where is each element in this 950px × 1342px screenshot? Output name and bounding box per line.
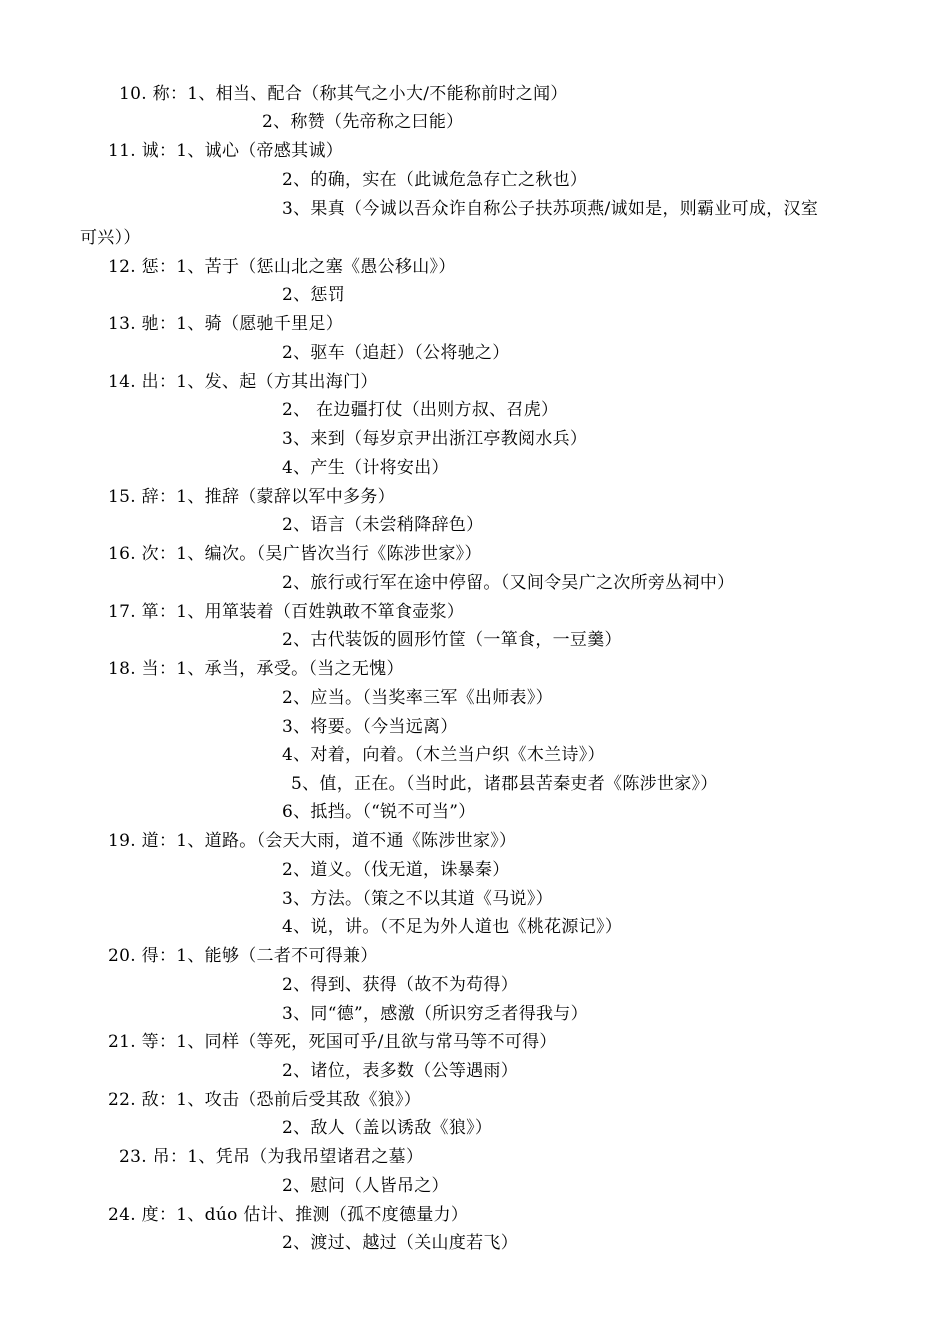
entry-17-line-2: 2、古代装饭的圆形竹筐（一箪食，一豆羹） xyxy=(282,630,622,650)
entry-19-line-2: 2、道义。（伐无道，诛暴秦） xyxy=(282,860,510,880)
entry-20-line-3: 3、同“德”，感激（所识穷乏者得我与） xyxy=(282,1004,588,1024)
entry-11-line-2: 2、的确，实在（此诚危急存亡之秋也） xyxy=(282,170,588,190)
entry-20-line-1: 20. 得：1、能够（二者不可得兼） xyxy=(108,946,378,966)
entry-14-line-3: 3、来到（每岁京尹出浙江亭教阅水兵） xyxy=(282,429,588,449)
entry-14-line-1: 14. 出：1、发、起（方其出海门） xyxy=(108,372,378,392)
entry-11-line-1: 11. 诚：1、诚心（帝感其诚） xyxy=(108,141,344,161)
entry-21-line-1: 21. 等：1、同样（等死，死国可乎/且欲与常马等不可得） xyxy=(108,1032,557,1052)
entry-18-line-5: 5、值，正在。（当时此，诸郡县苦秦吏者《陈涉世家》） xyxy=(291,774,718,794)
entry-18-line-4: 4、对着，向着。（木兰当户织《木兰诗》） xyxy=(282,745,605,765)
entry-18-line-6: 6、抵挡。（“锐不可当”） xyxy=(282,802,476,822)
entry-14-line-4: 4、产生（计将安出） xyxy=(282,458,449,478)
entry-16-line-1: 16. 次：1、编次。（吴广皆次当行《陈涉世家》） xyxy=(108,544,482,564)
entry-21-line-2: 2、诸位，表多数（公等遇雨） xyxy=(282,1061,519,1081)
entry-22-line-2: 2、敌人（盖以诱敌《狼》） xyxy=(282,1118,493,1138)
entry-11-line-3: 3、果真（今诚以吾众诈自称公子扶苏项燕/诚如是，则霸业可成，汉室 xyxy=(282,199,819,219)
entry-24-line-2: 2、渡过、越过（关山度若飞） xyxy=(282,1233,519,1253)
entry-12-line-2: 2、惩罚 xyxy=(282,285,346,305)
entry-10-line-2: 2、称赞（先帝称之曰能） xyxy=(262,112,464,132)
entry-19-line-3: 3、方法。（策之不以其道《马说》） xyxy=(282,889,553,909)
entry-13-line-2: 2、驱车（追赶）（公将驰之） xyxy=(282,343,510,363)
entry-17-line-1: 17. 箪：1、用箪装着（百姓孰敢不箪食壶浆） xyxy=(108,602,465,622)
entry-19-line-1: 19. 道：1、道路。（会天大雨，道不通《陈涉世家》） xyxy=(108,831,517,851)
entry-15-line-1: 15. 辞：1、推辞（蒙辞以军中多务） xyxy=(108,487,395,507)
entry-10-line-1: 10. 称：1、相当、配合（称其气之小大/不能称前时之闻） xyxy=(119,84,568,104)
entry-18-line-3: 3、将要。（今当远离） xyxy=(282,717,458,737)
entry-11-line-3-wrap: 可兴）） xyxy=(80,228,141,248)
entry-12-line-1: 12. 惩：1、苦于（惩山北之塞《愚公移山》） xyxy=(108,257,456,277)
entry-23-line-1: 23. 吊：1、凭吊（为我吊望诸君之墓） xyxy=(119,1147,424,1167)
entry-15-line-2: 2、语言（未尝稍降辞色） xyxy=(282,515,484,535)
entry-13-line-1: 13. 驰：1、骑（愿驰千里足） xyxy=(108,314,344,334)
entry-23-line-2: 2、慰问（人皆吊之） xyxy=(282,1176,449,1196)
entry-18-line-2: 2、应当。（当奖率三军《出师表》） xyxy=(282,688,553,708)
entry-19-line-4: 4、说，讲。（不足为外人道也《桃花源记》） xyxy=(282,917,623,937)
entry-22-line-1: 22. 敌：1、攻击（恐前后受其敌《狼》） xyxy=(108,1090,422,1110)
entry-18-line-1: 18. 当：1、承当，承受。（当之无愧） xyxy=(108,659,404,679)
entry-14-line-2: 2、 在边疆打仗（出则方叔、召虎） xyxy=(282,400,559,420)
entry-20-line-2: 2、得到、获得（故不为苟得） xyxy=(282,975,519,995)
entry-24-line-1: 24. 度：1、dúo 估计、推测（孤不度德量力） xyxy=(108,1205,469,1225)
entry-16-line-2: 2、旅行或行军在途中停留。（又间令吴广之次所旁丛祠中） xyxy=(282,573,735,593)
